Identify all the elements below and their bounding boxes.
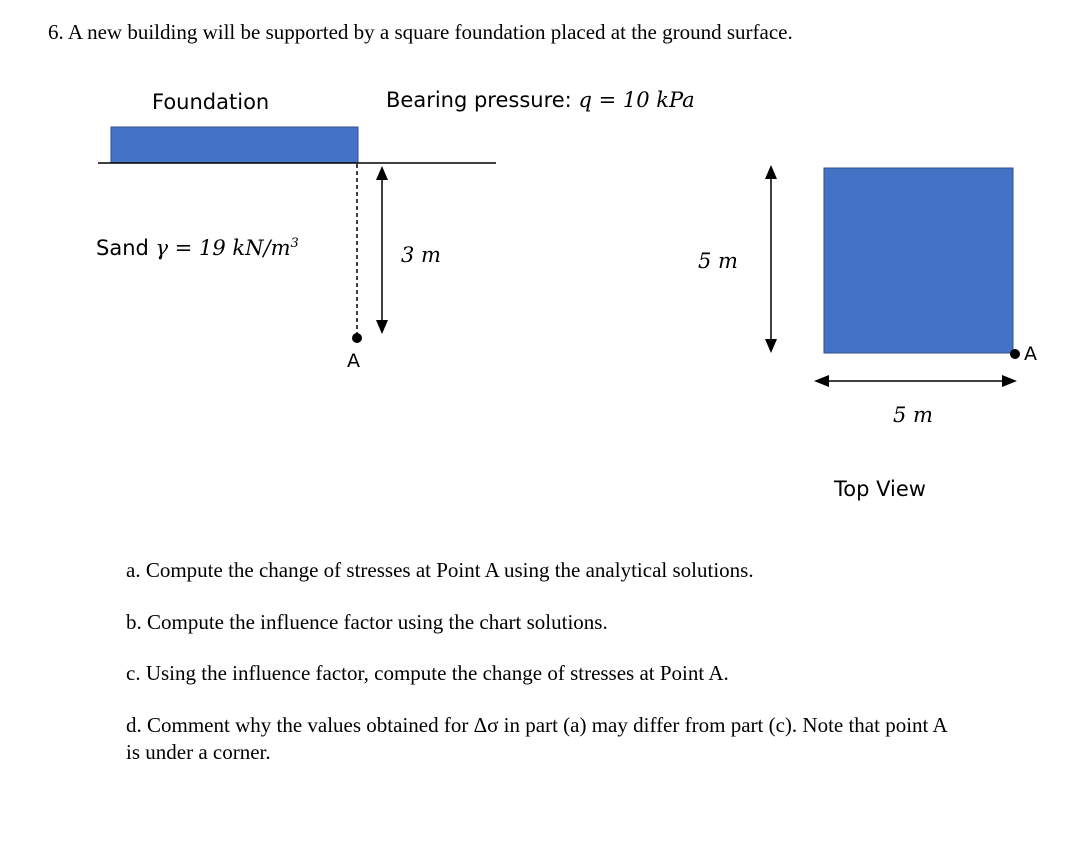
sand-text: Sand [96,236,149,260]
point-a-side-label: A [347,350,360,372]
part-d-text-continued: is under a corner. [126,740,271,764]
bearing-pressure-text: Bearing pressure: [386,88,572,112]
width-horizontal-label: 5 m [893,403,933,427]
vertical-arrow-up [765,165,777,179]
foundation-top-rect [824,168,1013,353]
point-a-top-label: A [1024,343,1037,365]
problem-title: 6. A new building will be supported by a square foundation placed at the ground surface. [48,20,793,44]
vertical-arrow-down [765,339,777,353]
bearing-pressure-equation: q = 10 kPa [578,88,695,112]
point-a-side-marker [352,333,362,343]
top-view-label: Top View [834,477,926,501]
sand-unit-exponent: 3 [290,236,299,251]
bearing-pressure-label [386,88,695,112]
depth-arrow-down [376,320,388,334]
width-vertical-label: 5 m [698,249,738,273]
foundation-label: Foundation [152,90,270,114]
horizontal-arrow-right [1002,375,1017,387]
part-a-text: a. Compute the change of stresses at Point A using the analytical solutions. [126,558,754,582]
part-b-text: b. Compute the influence factor using the chart solutions. [126,610,608,634]
part-d-text: d. Comment why the values obtained for Δσ in part (a) may differ from part (c). Note that point A [126,713,948,737]
foundation-side-rect [111,127,358,163]
sand-unit-weight-equation: γ = 19 kN/m [155,236,291,260]
point-a-top-marker [1010,349,1020,359]
part-c-text: c. Using the influence factor, compute the change of stresses at Point A. [126,661,729,685]
sand-label [96,236,299,260]
depth-label: 3 m [401,243,441,267]
depth-arrow-up [376,166,388,180]
horizontal-arrow-left [814,375,829,387]
